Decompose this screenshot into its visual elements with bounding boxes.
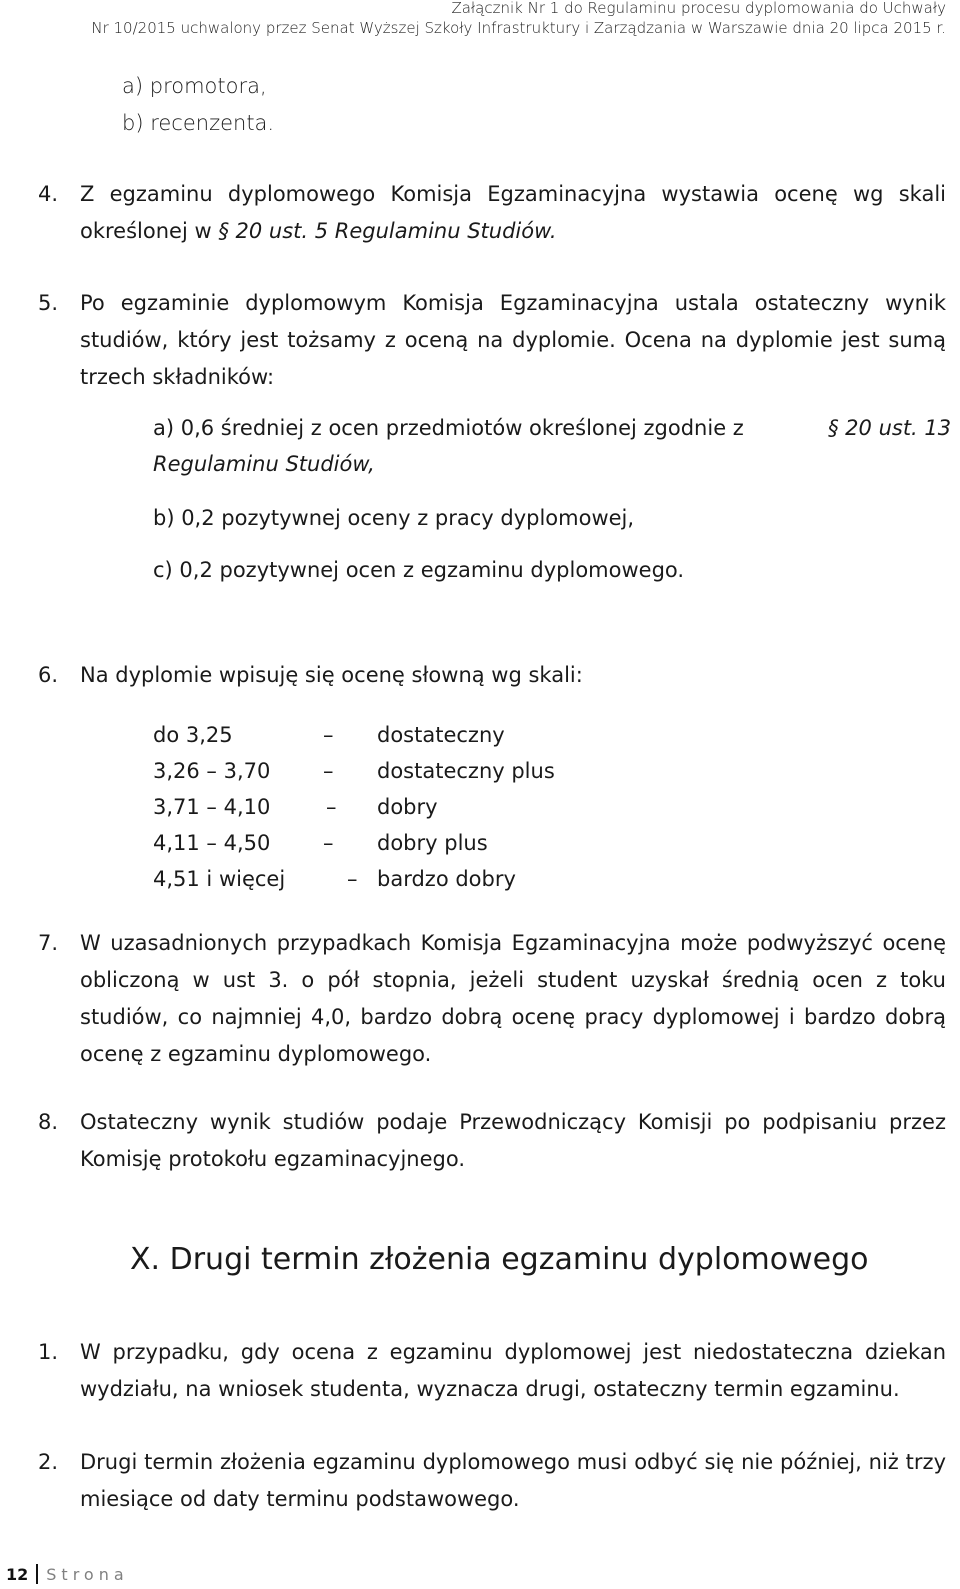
header-line-1: Załącznik Nr 1 do Regulaminu procesu dyplomowania do Uchwały xyxy=(451,0,946,17)
regulation-reference: § 20 ust. 5 Regulaminu Studiów. xyxy=(218,219,557,243)
footer-divider xyxy=(36,1564,38,1584)
component-b: b) 0,2 pozytywnej oceny z pracy dyplomowej, xyxy=(153,506,635,530)
header-line-2: Nr 10/2015 uchwalony przez Senat Wyższej Szkoły Infrastruktury i Zarządzania w Warszawie dnia 20 lipca 2015 r. xyxy=(91,19,946,37)
section-paragraph-1 xyxy=(38,1334,946,1414)
grade-name: dostateczny xyxy=(377,723,505,747)
paragraph-8 xyxy=(38,1104,946,1184)
paragraph-5 xyxy=(38,285,946,400)
paragraph-6 xyxy=(38,657,946,697)
grade-name: dobry xyxy=(377,795,438,819)
paragraph-7 xyxy=(38,925,946,1075)
component-c: c) 0,2 pozytywnej ocen z egzaminu dyplomowego. xyxy=(153,558,685,582)
grade-range: 3,26 – 3,70 xyxy=(153,759,271,783)
paragraph-text: W uzasadnionych przypadkach Komisja Egzaminacyjna może podwyższyć ocenę obliczoną w ust 3. o pół stopnia, jeżeli student uzyskał średnią ocen z toku studiów, co najmniej 4,0, bardzo dobrą ocenę pracy dyplomowej i bardzo dobrą ocenę z egzaminu dyplomowego. xyxy=(80,931,946,1066)
list-item-promotor: a) promotora, xyxy=(122,74,267,98)
paragraph-number: 4. xyxy=(38,182,59,206)
component-a-reference: § 20 ust. 13 xyxy=(828,416,952,440)
section-paragraph-2 xyxy=(38,1444,946,1524)
grade-name: dostateczny plus xyxy=(377,759,555,783)
paragraph-text: Po egzaminie dyplomowym Komisja Egzaminacyjna ustala ostateczny wynik studiów, który jest tożsamy z oceną na dyplomie. Ocena na dyplomie jest sumą trzech składników: xyxy=(80,291,946,389)
grade-dash: – xyxy=(323,831,334,855)
paragraph-text: Drugi termin złożenia egzaminu dyplomowego musi odbyć się nie później, niż trzy miesiące od daty terminu podstawowego. xyxy=(80,1450,946,1511)
grade-range: do 3,25 xyxy=(153,723,233,747)
grade-range: 3,71 – 4,10 xyxy=(153,795,271,819)
paragraph-number: 2. xyxy=(38,1450,59,1474)
paragraph-4 xyxy=(38,176,946,256)
paragraph-number: 7. xyxy=(38,931,59,955)
grade-range: 4,51 i więcej xyxy=(153,867,286,891)
grade-range: 4,11 – 4,50 xyxy=(153,831,271,855)
page-number: 12 xyxy=(6,1565,29,1584)
section-heading: X. Drugi termin złożenia egzaminu dyplomowego xyxy=(130,1242,869,1277)
grade-name: dobry plus xyxy=(377,831,488,855)
component-a-reference-cont: Regulaminu Studiów, xyxy=(153,452,375,476)
grade-name: bardzo dobry xyxy=(377,867,516,891)
paragraph-number: 8. xyxy=(38,1110,59,1134)
paragraph-number: 5. xyxy=(38,291,59,315)
grade-dash: – xyxy=(323,759,334,783)
page-footer xyxy=(6,1564,129,1586)
component-a-text: a) 0,6 średniej z ocen przedmiotów określonej zgodnie z xyxy=(153,416,744,440)
paragraph-number: 6. xyxy=(38,663,59,687)
grade-dash: – xyxy=(347,867,358,891)
paragraph-text: Z egzaminu dyplomowego Komisja Egzaminacyjna wystawia ocenę wg skali określonej w xyxy=(80,182,946,243)
paragraph-text: W przypadku, gdy ocena z egzaminu dyplomowej jest niedostateczna dziekan wydziału, na wniosek studenta, wyznacza drugi, ostateczny termin egzaminu. xyxy=(80,1340,946,1401)
paragraph-text: Na dyplomie wpisuję się ocenę słowną wg skali: xyxy=(80,663,583,687)
list-item-recenzent: b) recenzenta. xyxy=(122,111,275,135)
grade-dash: – xyxy=(323,723,334,747)
paragraph-number: 1. xyxy=(38,1340,59,1364)
page-word: Strona xyxy=(46,1565,129,1584)
component-a xyxy=(153,410,744,446)
page-header xyxy=(91,0,946,38)
paragraph-text: Ostateczny wynik studiów podaje Przewodniczący Komisji po podpisaniu przez Komisję protokołu egzaminacyjnego. xyxy=(80,1110,946,1171)
grade-dash: – xyxy=(326,795,337,819)
